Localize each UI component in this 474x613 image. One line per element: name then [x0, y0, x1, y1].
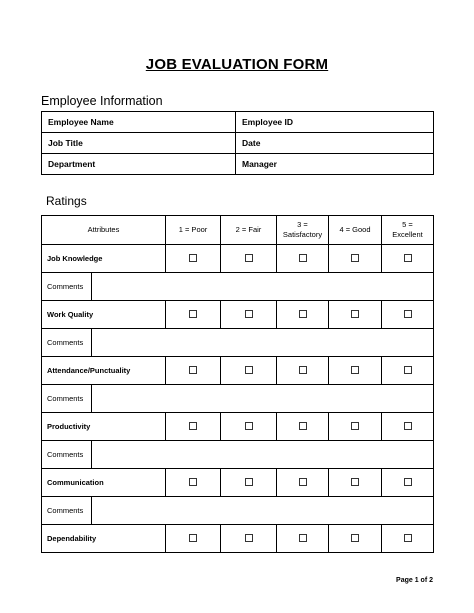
rating-cell: [277, 357, 329, 385]
comments-label-text: Comments: [42, 329, 92, 356]
checkbox-icon[interactable]: [404, 254, 412, 262]
checkbox-icon[interactable]: [351, 422, 359, 430]
ratings-table: [41, 215, 434, 553]
comments-row: [42, 497, 434, 525]
comments-field[interactable]: [166, 273, 434, 301]
checkbox-icon[interactable]: [245, 254, 253, 262]
checkbox-icon[interactable]: [245, 422, 253, 430]
rating-cell: [382, 525, 434, 553]
column-header-attributes: Attributes: [42, 216, 166, 245]
rating-row: [42, 525, 434, 553]
rating-cell: [382, 413, 434, 441]
attribute-label: Job Knowledge: [42, 245, 166, 273]
rating-cell: [329, 245, 382, 273]
employee-info-table: [41, 111, 434, 175]
rating-cell: [166, 357, 221, 385]
comments-label: [42, 329, 166, 357]
comments-input-area[interactable]: [92, 441, 166, 468]
page-number: Page 1 of 2: [396, 577, 433, 584]
employee-info-heading: Employee Information: [41, 94, 163, 108]
table-row: [42, 154, 434, 175]
checkbox-icon[interactable]: [299, 310, 307, 318]
form-title: JOB EVALUATION FORM: [145, 56, 329, 73]
checkbox-icon[interactable]: [351, 478, 359, 486]
comments-label: [42, 273, 166, 301]
date-field[interactable]: Date: [236, 133, 434, 154]
job-title-field[interactable]: Job Title: [42, 133, 236, 154]
rating-row: [42, 413, 434, 441]
comments-field[interactable]: [166, 441, 434, 469]
rating-row: [42, 245, 434, 273]
attribute-label: Productivity: [42, 413, 166, 441]
checkbox-icon[interactable]: [351, 366, 359, 374]
rating-cell: [382, 357, 434, 385]
checkbox-icon[interactable]: [299, 422, 307, 430]
checkbox-icon[interactable]: [404, 366, 412, 374]
comments-input-area[interactable]: [92, 497, 166, 524]
checkbox-icon[interactable]: [351, 534, 359, 542]
column-header-good: 4 = Good: [329, 216, 382, 245]
comments-input-area[interactable]: [92, 385, 166, 412]
rating-cell: [221, 413, 277, 441]
rating-cell: [329, 469, 382, 497]
rating-cell: [221, 357, 277, 385]
checkbox-icon[interactable]: [351, 310, 359, 318]
rating-cell: [329, 525, 382, 553]
attribute-label: Communication: [42, 469, 166, 497]
rating-cell: [221, 469, 277, 497]
checkbox-icon[interactable]: [351, 254, 359, 262]
checkbox-icon[interactable]: [299, 254, 307, 262]
checkbox-icon[interactable]: [299, 534, 307, 542]
table-row: [42, 133, 434, 154]
attribute-label: Dependability: [42, 525, 166, 553]
rating-cell: [166, 245, 221, 273]
attribute-label: Attendance/Punctuality: [42, 357, 166, 385]
comments-label: [42, 441, 166, 469]
ratings-header-row: [42, 216, 434, 245]
comments-field[interactable]: [166, 497, 434, 525]
rating-cell: [277, 413, 329, 441]
comments-row: [42, 441, 434, 469]
column-header-fair: 2 = Fair: [221, 216, 277, 245]
comments-input-area[interactable]: [92, 273, 166, 300]
checkbox-icon[interactable]: [245, 310, 253, 318]
rating-cell: [329, 301, 382, 329]
column-header-poor: 1 = Poor: [166, 216, 221, 245]
checkbox-icon[interactable]: [299, 366, 307, 374]
rating-cell: [221, 245, 277, 273]
column-header-satisfactory: 3 = Satisfactory: [277, 216, 329, 245]
ratings-heading: Ratings: [46, 194, 87, 208]
rating-cell: [277, 301, 329, 329]
rating-cell: [221, 525, 277, 553]
attribute-label: Work Quality: [42, 301, 166, 329]
comments-input-area[interactable]: [92, 329, 166, 356]
checkbox-icon[interactable]: [189, 254, 197, 262]
checkbox-icon[interactable]: [189, 366, 197, 374]
rating-cell: [329, 413, 382, 441]
rating-row: [42, 301, 434, 329]
checkbox-icon[interactable]: [404, 478, 412, 486]
checkbox-icon[interactable]: [189, 422, 197, 430]
comments-row: [42, 385, 434, 413]
checkbox-icon[interactable]: [245, 366, 253, 374]
checkbox-icon[interactable]: [189, 310, 197, 318]
employee-id-field[interactable]: Employee ID: [236, 112, 434, 133]
department-field[interactable]: Department: [42, 154, 236, 175]
comments-row: [42, 273, 434, 301]
rating-cell: [221, 301, 277, 329]
comments-label: [42, 497, 166, 525]
rating-row: [42, 357, 434, 385]
table-row: [42, 112, 434, 133]
employee-name-field[interactable]: Employee Name: [42, 112, 236, 133]
rating-cell: [329, 357, 382, 385]
column-header-excellent: 5 = Excellent: [382, 216, 434, 245]
rating-cell: [166, 301, 221, 329]
rating-cell: [382, 245, 434, 273]
comments-label: [42, 385, 166, 413]
rating-cell: [277, 469, 329, 497]
checkbox-icon[interactable]: [245, 534, 253, 542]
checkbox-icon[interactable]: [299, 478, 307, 486]
rating-cell: [382, 301, 434, 329]
checkbox-icon[interactable]: [404, 310, 412, 318]
checkbox-icon[interactable]: [404, 534, 412, 542]
comments-field[interactable]: [166, 385, 434, 413]
checkbox-icon[interactable]: [245, 478, 253, 486]
comments-row: [42, 329, 434, 357]
comments-label-text: Comments: [42, 273, 92, 300]
comments-label-text: Comments: [42, 385, 92, 412]
rating-cell: [166, 413, 221, 441]
rating-cell: [382, 469, 434, 497]
comments-field[interactable]: [166, 329, 434, 357]
checkbox-icon[interactable]: [189, 534, 197, 542]
comments-label-text: Comments: [42, 441, 92, 468]
rating-cell: [166, 469, 221, 497]
comments-label-text: Comments: [42, 497, 92, 524]
manager-field[interactable]: Manager: [236, 154, 434, 175]
checkbox-icon[interactable]: [404, 422, 412, 430]
rating-cell: [277, 245, 329, 273]
checkbox-icon[interactable]: [189, 478, 197, 486]
rating-cell: [277, 525, 329, 553]
rating-row: [42, 469, 434, 497]
rating-cell: [166, 525, 221, 553]
